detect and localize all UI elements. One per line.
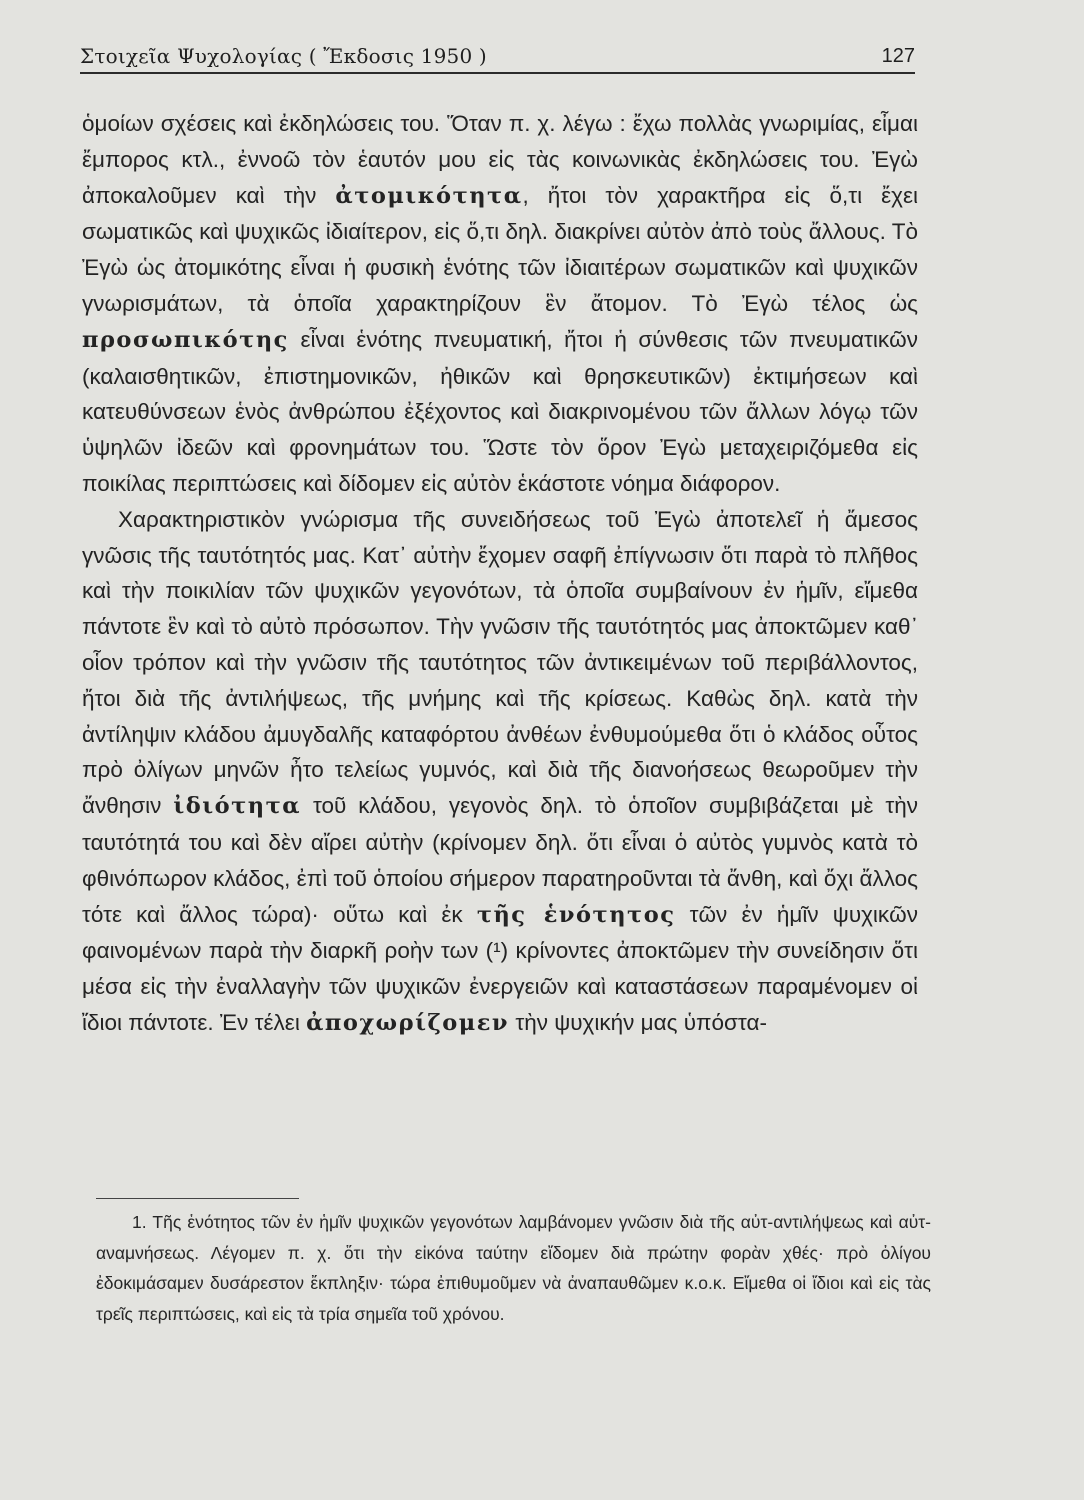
paragraph-1 [82, 106, 918, 502]
footnote-1: 1. Τῆς ἑνότητος τῶν ἐν ἡμῖν ψυχικῶν γεγονότων λαμβάνομεν γνῶσιν διὰ τῆς αὐτ-αντιλήψεως καὶ αὐτ-αναμνήσεως. Λέγομεν π. χ. ὅτι τὴν εἰκόνα ταύτην εἴδομεν διὰ πρώτην φορὰν χθές· πρὸ ὀλίγου ἐδοκιμάσαμεν δυσάρεστον ἔκπληξιν· τώρα ἐπιθυμοῦμεν νὰ ἀναπαυθῶμεν κ.ο.κ. Εἴμεθα οἱ ἴδιοι καὶ εἰς τὰς τρεῖς περιπτώσεις, καὶ εἰς τὰ τρία σημεῖα τοῦ χρόνου. [96, 1212, 931, 1324]
running-title: Στοιχεῖα Ψυχολογίας ( Ἔκδοσις 1950 ) [80, 44, 487, 68]
emphasis-term: ἀποχωρίζομεν [306, 1009, 510, 1036]
text-run: ὁμοίων σχέσεις καὶ ἐκδηλώσεις του. Ὅταν π. χ. λέγω : ἔχω πολλὰς γνωριμίας, εἶμαι ἔμπορος κτλ., ἐννοῶ τὸν ἑαυτόν μου εἰς τὰς κοινωνικὰς ἐκδηλώσεις του. Ἐγὼ ἀποκαλοῦμεν καὶ τὴν [82, 111, 918, 208]
text-run: τῶν ἐν ἡμῖν ψυχικῶν φαινομένων παρὰ τὴν διαρκῆ ροὴν των [82, 901, 918, 964]
running-header [80, 38, 915, 74]
paragraph-2 [82, 502, 918, 1042]
main-text [82, 106, 918, 1042]
text-run: Χαρακτηριστικὸν γνώρισμα τῆς συνειδήσεως τοῦ Ἐγὼ ἀποτελεῖ ἡ ἄμεσος γνῶσις τῆς ταυτότητός μας. Κατ᾽ αὐτὴν ἔχομεν σαφῆ ἐπίγνωσιν ὅτι παρὰ τὸ πλῆθος καὶ τὴν ποικιλίαν τῶν ψυχικῶν γεγονότων, τὰ ὁποῖα συμβαίνουν ἐν ἡμῖν, εἴμεθα πάντοτε ἓν καὶ τὸ αὐτὸ πρόσωπον. Τὴν γνῶσιν τῆς ταυτότητός μας ἀποκτῶμεν καθ᾽ οἷον τρόπον καὶ τὴν γνῶσιν τῆς ταυτότητος τῶν ἀντικειμένων τοῦ περιβάλλοντος, ἤτοι διὰ τῆς ἀντιλήψεως, τῆς μνήμης καὶ τῆς κρίσεως. Καθὼς δηλ. κατὰ τὴν ἀντίληψιν κλάδου ἀμυγδαλῆς καταφόρτου ἀνθέων ἐνθυμούμεθα ὅτι ὁ κλάδος οὗτος πρὸ ὀλίγων μηνῶν ἦτο τελείως γυμνός, καὶ διὰ τῆς διανοήσεως θεωροῦμεν τὴν ἄνθησιν [82, 506, 918, 819]
emphasis-term: τῆς ἑνότητος [476, 901, 676, 928]
emphasis-term: ἰδιότητα [173, 793, 302, 820]
page-number: 127 [881, 45, 915, 67]
footnote-divider [96, 1198, 299, 1199]
text-run: κρίνοντες ἀποκτῶμεν τὴν συνείδησιν ὅτι μέσα εἰς τὴν ἐναλλαγὴν τῶν ψυχικῶν ἐνεργειῶν καὶ καταστάσεων παραμένομεν οἱ ἴδιοι πάντοτε. Ἐν τέλει [82, 938, 919, 1035]
footnotes [96, 1207, 931, 1329]
text-run: , ἤτοι τὸν χαρακτῆρα εἰς ὅ,τι ἔχει σωματικῶς καὶ ψυχικῶς ἰδιαίτερον, εἰς ὅ,τι δηλ. διακρίνει αὐτὸν ἀπὸ τοὺς ἄλλους. Τὸ Ἐγὼ ὡς ἀτομικότης εἶναι ἡ φυσικὴ ἑνότης τῶν ἰδιαιτέρων σωματικῶν καὶ ψυχικῶν γνωρισμάτων, τὰ ὁποῖα χαρακτηρίζουν ἓν ἄτομον. Τὸ Ἐγὼ τέλος ὡς [82, 182, 918, 316]
emphasis-term: ἀτομικότητα [335, 182, 523, 209]
emphasis-term: προσωπικότης [82, 326, 289, 353]
footnote-reference: (¹) [485, 938, 509, 964]
text-run: τὴν ψυχικήν μας ὑπόστα- [509, 1009, 767, 1035]
text-run: εἶναι ἑνότης πνευματική, ἤτοι ἡ σύνθεσις τῶν πνευματικῶν (καλαισθητικῶν, ἐπιστημονικῶν, ἠθικῶν καὶ θρησκευτικῶν) ἐκτιμήσεων καὶ κατευθύνσεων ἑνὸς ἀνθρώπου ἐξέχοντος καὶ διακρινομένου τῶν ἄλλων λόγῳ τῶν ὑψηλῶν ἰδεῶν καὶ φρονημάτων του. Ὥστε τὸν ὅρον Ἐγὼ μεταχειριζόμεθα εἰς ποικίλας περιπτώσεις καὶ δίδομεν εἰς αὐτὸν ἑκάστοτε νόημα διάφορον. [82, 326, 918, 496]
text-run: τοῦ κλάδου, γεγονὸς δηλ. τὸ ὁποῖον συμβιβάζεται μὲ τὴν ταυτότητά του καὶ δὲν αἴρει αὐτὴν (κρίνομεν δηλ. ὅτι εἶναι ὁ αὐτὸς γυμνὸς κατὰ τὸ φθινόπωρον κλάδος, ἐπὶ τοῦ ὁποίου σήμερον παρατηροῦνται τὰ ἄνθη, καὶ ὄχι ἄλλος τότε καὶ ἄλλος τώρα)· οὕτω καὶ ἐκ [82, 793, 919, 927]
